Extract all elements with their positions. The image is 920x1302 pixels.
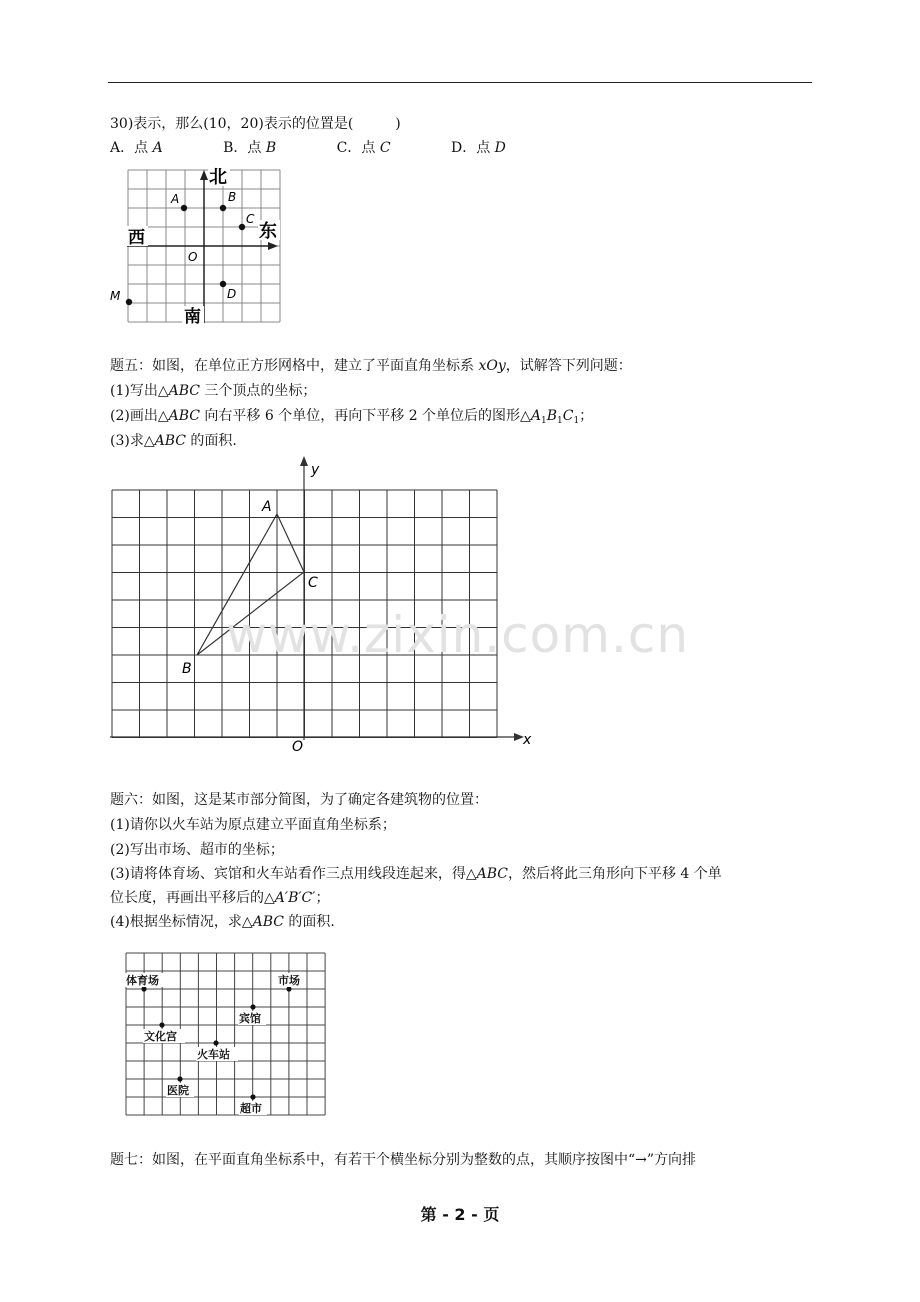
q5-label-a: A (262, 499, 272, 515)
q5-part-2: (2)画出△ABC 向右平移 6 个单位，再向下平移 2 个单位后的图形$\triangle A_1B_1C_1$； (110, 408, 594, 426)
q4-label-a: A (171, 192, 180, 206)
q5-label-b: B (182, 661, 192, 677)
q6-intro: 题六：如图，这是某市部分简图，为了确定各建筑物的位置： (110, 792, 488, 808)
q6-market-point (286, 986, 291, 991)
q6-palace-label: 文化宫 (144, 1030, 177, 1043)
q4-label-m: M (110, 289, 121, 303)
q4-north-label: 北 (209, 167, 227, 188)
q4-origin-label: O (188, 250, 198, 264)
q6-supermarket-label: 超市 (240, 1102, 262, 1115)
q5-x-label: x (523, 732, 532, 748)
q5-part-1: (1)写出△ABC 三个顶点的坐标； (110, 383, 317, 399)
q5-label-c: C (308, 575, 318, 591)
q4-point-b (220, 205, 226, 211)
q6-supermarket-point (250, 1094, 255, 1099)
q4-point-a (181, 205, 187, 211)
q4-compass-grid-figure (100, 160, 300, 330)
q6-stadium-label: 体育场 (126, 974, 159, 987)
q6-part-2: (2)写出市场、超市的坐标； (110, 842, 284, 858)
page-number: 第 - 2 - 页 (420, 1205, 500, 1224)
option-a: A．点 A (110, 140, 163, 156)
q4-text: 30)表示，那么(10，20)表示的位置是( ) (110, 116, 401, 132)
q4-label-d: D (227, 287, 237, 301)
q6-part-1: (1)请你以火车站为原点建立平面直角坐标系； (110, 817, 396, 833)
q4-north-arrow-icon (200, 170, 208, 180)
q6-hotel-point (250, 1004, 255, 1009)
q6-city-map-figure (120, 948, 335, 1138)
q6-stadium-point (141, 986, 146, 991)
q5-intro: 题五：如图，在单位正方形网格中，建立了平面直角坐标系 xOy，试解答下列问题： (110, 358, 632, 374)
q4-south-label: 南 (184, 307, 201, 327)
q6-market-label: 市场 (278, 974, 300, 987)
q4-west-label: 西 (128, 228, 145, 248)
q4-point-c (239, 224, 245, 230)
q4-label-c: C (246, 212, 255, 226)
q4-east-label: 东 (259, 221, 277, 242)
q5-triangle-grid-figure (100, 450, 540, 755)
header-rule (108, 82, 812, 83)
q5-y-label: y (311, 462, 320, 478)
q6-hotel-label: 宾馆 (239, 1012, 261, 1025)
q6-station-point (213, 1040, 218, 1045)
q5-origin-label: O (292, 739, 304, 755)
q4-point-m (126, 299, 132, 305)
q6-palace-point (159, 1022, 164, 1027)
option-d: D．点 D (450, 140, 506, 156)
q4-point-d (220, 281, 226, 287)
q6-station-label: 火车站 (197, 1048, 230, 1061)
q4-options (110, 138, 506, 158)
q4-label-b: B (228, 190, 237, 204)
q6-part-3-cont: 位长度，再画出平移后的△A′B′C′； (110, 890, 330, 906)
q6-hospital-point (177, 1076, 182, 1081)
q6-part-3: (3)请将体育场、宾馆和火车站看作三点用线段连起来，得△ABC，然后将此三角形向下平移 4 个单 (110, 866, 722, 882)
q5-y-arrow-icon (300, 456, 308, 466)
q5-part-3: (3)求△ABC 的面积. (110, 433, 237, 449)
q4-east-arrow-icon (268, 242, 278, 250)
option-c: C．点 C (336, 140, 391, 156)
q6-part-4: (4)根据坐标情况，求△ABC 的面积. (110, 914, 335, 930)
q7-intro: 题七：如图，在平面直角坐标系中，有若干个横坐标分别为整数的点，其顺序按图中“→”方向排 (110, 1152, 697, 1168)
q6-hospital-label: 医院 (167, 1084, 189, 1097)
option-b: B．点 B (223, 140, 277, 156)
watermark: www.zixin.com.cn (226, 606, 690, 664)
